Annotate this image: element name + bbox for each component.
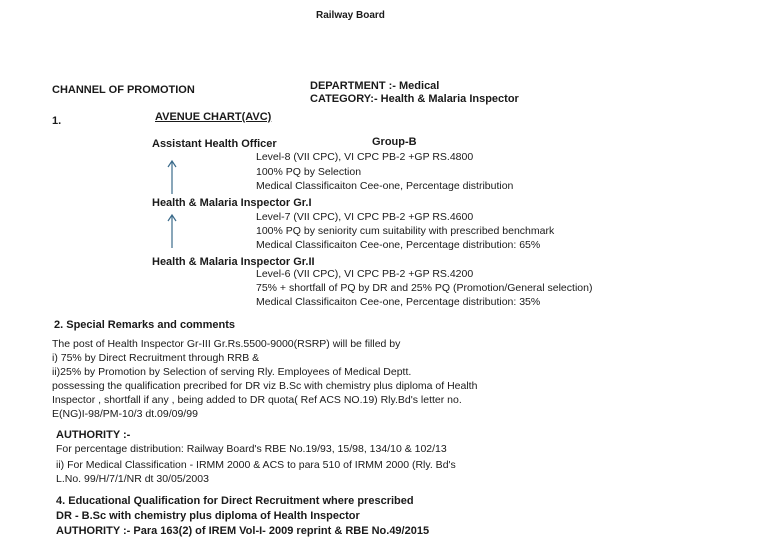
up-arrow-icon	[166, 159, 178, 195]
post3-line-1: Level-6 (VII CPC), VI CPC PB-2 +GP RS.4200	[256, 268, 474, 280]
remarks-line-1: The post of Health Inspector Gr-III Gr.Rs.5500-9000(RSRP) will be filled by	[52, 338, 401, 350]
post1-line-2: 100% PQ by Selection	[256, 166, 362, 178]
avenue-chart-title: AVENUE CHART(AVC)	[155, 111, 272, 123]
remarks-line-2: i) 75% by Direct Recruitment through RRB &	[52, 352, 260, 364]
post2-line-2: 100% PQ by seniority cum suitability with prescribed benchmark	[256, 225, 555, 237]
post2-line-1: Level-7 (VII CPC), VI CPC PB-2 +GP RS.4600	[256, 211, 474, 223]
post3-line-2: 75% + shortfall of PQ by DR and 25% PQ (Promotion/General selection)	[256, 282, 593, 294]
category-label: CATEGORY:- Health & Malaria Inspector	[310, 93, 519, 105]
group-b-label: Group-B	[372, 136, 417, 148]
post-assistant-health-officer: Assistant Health Officer	[152, 138, 277, 150]
post3-line-3: Medical Classificaiton Cee-one, Percentage distribution: 35%	[256, 296, 541, 308]
department-label: DEPARTMENT :- Medical	[310, 80, 440, 92]
dr-qualification: DR - B.Sc with chemistry plus diploma of Health Inspector	[56, 510, 360, 522]
authority-line-2: ii) For Medical Classification - IRMM 2000 & ACS to para 510 of IRMM 2000 (Rly. Bd's	[56, 459, 456, 471]
remarks-line-4: possessing the qualification precribed for DR viz B.Sc with chemistry plus diploma of Health	[52, 380, 478, 392]
educational-qualification-heading: 4. Educational Qualification for Direct Recruitment where prescribed	[56, 495, 414, 507]
remarks-line-5: Inspector , shortfall if any , being added to DR quota( Ref ACS NO.19) Rly.Bd's letter no.	[52, 394, 462, 406]
post2-line-3: Medical Classificaiton Cee-one, Percentage distribution: 65%	[256, 239, 541, 251]
post1-line-1: Level-8 (VII CPC), VI CPC PB-2 +GP RS.4800	[256, 151, 474, 163]
authority-heading: AUTHORITY :-	[56, 429, 131, 441]
authority-line-3: L.No. 99/H/7/1/NR dt 30/05/2003	[56, 473, 209, 485]
post-health-malaria-inspector-gr2: Health & Malaria Inspector Gr.II	[152, 256, 315, 268]
post1-line-3: Medical Classificaiton Cee-one, Percentage distribution	[256, 180, 514, 192]
special-remarks-heading: 2. Special Remarks and comments	[54, 319, 235, 331]
authority-line-1: For percentage distribution: Railway Board's RBE No.19/93, 15/98, 134/10 & 102/13	[56, 443, 447, 455]
post-health-malaria-inspector-gr1: Health & Malaria Inspector Gr.I	[152, 197, 312, 209]
remarks-line-3: ii)25% by Promotion by Selection of serving Rly. Employees of Medical Deptt.	[52, 366, 412, 378]
page-header-title: Railway Board	[316, 10, 385, 21]
up-arrow-icon	[166, 213, 178, 249]
section4-authority: AUTHORITY :- Para 163(2) of IREM Vol-I- 2009 reprint & RBE No.49/2015	[56, 525, 430, 537]
remarks-line-6: E(NG)I-98/PM-10/3 dt.09/09/99	[52, 408, 198, 420]
section1-number: 1.	[52, 115, 62, 127]
channel-of-promotion-heading: CHANNEL OF PROMOTION	[52, 84, 195, 96]
